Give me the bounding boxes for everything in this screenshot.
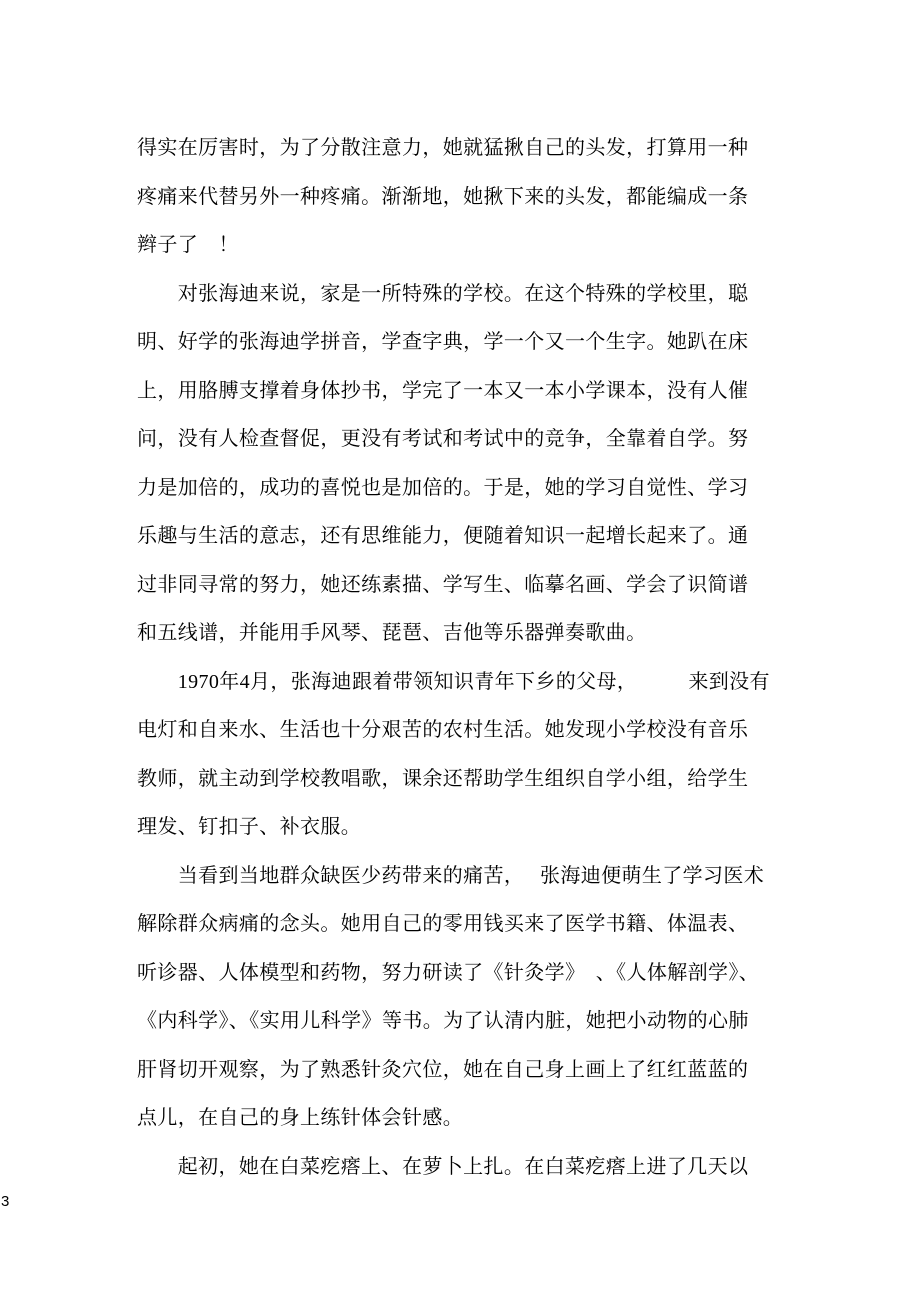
- text-line: 辫子了 ！: [137, 234, 239, 256]
- text-line: 对张海迪来说，家是一所特殊的学校。在这个特殊的学校里，聪: [137, 282, 749, 305]
- text-line: 疼痛来代替另外一种疼痛。渐渐地，她揪下来的头发，都能编成一条: [137, 185, 749, 208]
- text-line: 听诊器、人体模型和药物，努力研读了《针灸学》 、《人体解剖学》、: [137, 961, 760, 984]
- text-line: 得实在厉害时，为了分散注意力，她就猛揪自己的头发，打算用一种: [137, 137, 749, 159]
- text-line: 当看到当地群众缺医少药带来的痛苦， 张海迪便萌生了学习医术: [137, 864, 765, 887]
- document-body: [137, 124, 797, 1191]
- text-line: 问，没有人检查督促，更没有考试和考试中的竞争，全靠着自学。努: [137, 428, 749, 450]
- text-line: 《内科学》、《实用儿科学》等书。为了认清内脏，她把小动物的心肺: [137, 1010, 749, 1032]
- text-line: 起初，她在白菜疙瘩上、在萝卜上扎。在白菜疙瘩上进了几天以: [137, 1155, 749, 1178]
- text-line: 理发、钉扣子、补衣服。: [137, 816, 362, 838]
- text-line: 乐趣与生活的意志，还有思维能力，便随着知识一起增长起来了。通: [137, 525, 749, 547]
- page-number: 3: [1, 1193, 10, 1210]
- text-line: 1970年4月，张海迪跟着带领知识青年下乡的父母， 来到没有: [137, 670, 770, 693]
- text-line: 过非同寻常的努力，她还练素描、学写生、临摹名画、学会了识简谱: [137, 573, 749, 596]
- text-line: 上，用胳膊支撑着身体抄书，学完了一本又一本小学课本，没有人催: [137, 379, 749, 402]
- text-line: 点儿，在自己的身上练针体会针感。: [137, 1107, 464, 1129]
- text-line: 解除群众病痛的念头。她用自己的零用钱买来了医学书籍、体温表、: [137, 913, 749, 935]
- text-line: 肝肾切开观察，为了熟悉针灸穴位，她在自己身上画上了红红蓝蓝的: [137, 1058, 749, 1081]
- text-line: 教师，就主动到学校教唱歌，课余还帮助学生组织自学小组，给学生: [137, 767, 749, 790]
- text-line: 力是加倍的，成功的喜悦也是加倍的。于是，她的学习自觉性、学习: [137, 476, 749, 499]
- text-line: 和五线谱，并能用手风琴、琵琶、吉他等乐器弹奏歌曲。: [137, 622, 647, 644]
- text-line: 明、好学的张海迪学拼音，学查字典，学一个又一个生字。她趴在床: [137, 331, 749, 353]
- text-line: 电灯和自来水、生活也十分艰苦的农村生活。她发现小学校没有音乐: [137, 719, 749, 741]
